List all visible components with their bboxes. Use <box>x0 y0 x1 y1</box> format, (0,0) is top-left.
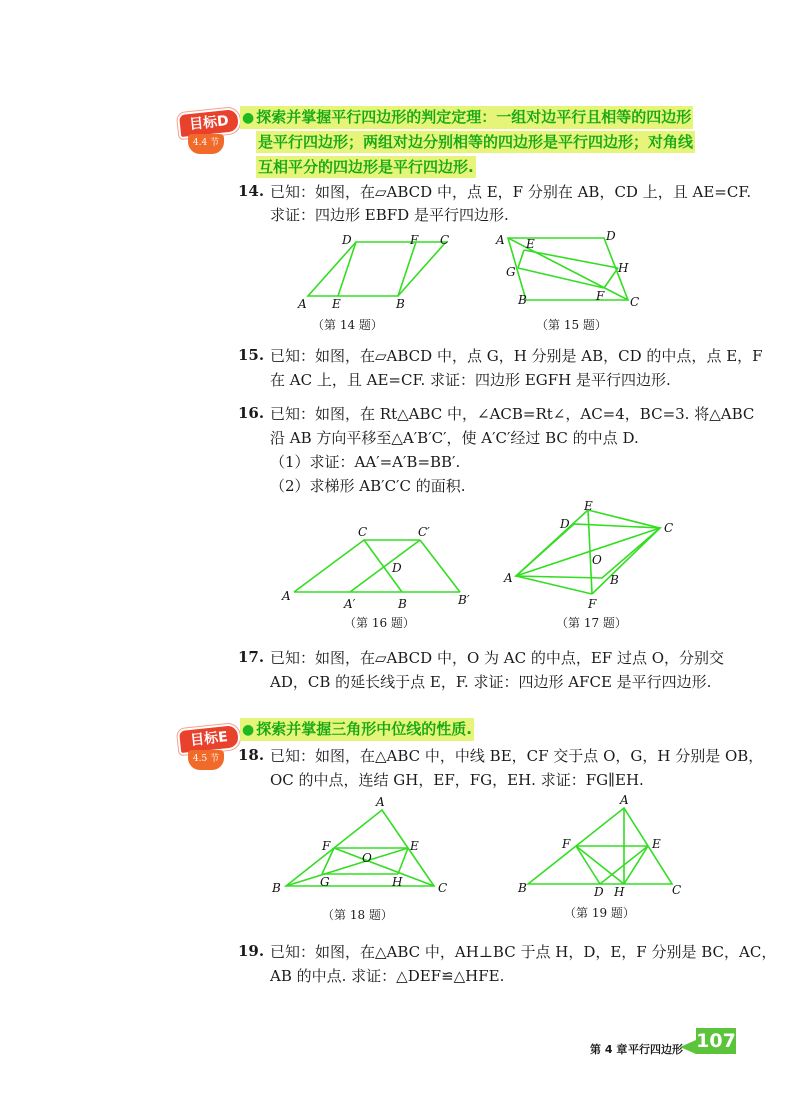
problem-19-line-1: 已知：如图，在△ABC 中，AH⊥BC 于点 H，D，E，F 分别是 BC，AC， <box>270 943 777 961</box>
problem-17-number: 17. <box>238 648 265 666</box>
footer-chapter: 第 4 章 <box>590 1043 628 1056</box>
f15-label-D: D <box>606 229 616 243</box>
problem-16-line-3: （1）求证：AA′=A′B=BB′. <box>270 453 461 471</box>
goal-e-badge-label: 目标E <box>179 725 239 753</box>
figure-17 <box>502 500 682 610</box>
f18-label-H: H <box>392 875 403 889</box>
problem-16-line-2: 沿 AB 方向平移至△A′B′C′，使 A′C′经过 BC 的中点 D. <box>270 429 639 447</box>
goal-d-badge-label: 目标D <box>179 109 239 137</box>
f17-label-E: E <box>584 499 593 513</box>
goal-e-line-1: ● 探索并掌握三角形中位线的性质. <box>240 718 474 741</box>
problem-14-line-2: 求证：四边形 EBFD 是平行四边形. <box>270 206 509 224</box>
problem-14-number: 14. <box>238 182 265 200</box>
problem-19-number: 19. <box>238 942 265 960</box>
f19-label-A: A <box>620 793 629 807</box>
f17-label-F: F <box>588 597 597 611</box>
page-arrow-icon <box>680 1040 696 1054</box>
figure-16-caption: （第 16 题） <box>344 616 415 630</box>
problem-18-number: 18. <box>238 746 265 764</box>
f16-label-A: A <box>282 589 291 603</box>
f16-label-B1: B′ <box>458 593 470 607</box>
f19-label-D: D <box>594 885 604 899</box>
problem-16-line-4: （2）求梯形 AB′C′C 的面积. <box>270 477 466 495</box>
f19-label-F: F <box>562 837 571 851</box>
problem-18-line-1: 已知：如图，在△ABC 中，中线 BE，CF 交于点 O，G，H 分别是 OB， <box>270 747 764 765</box>
problem-17-line-1: 已知：如图，在▱ABCD 中，O 为 AC 的中点，EF 过点 O，分别交 <box>270 649 725 667</box>
f15-label-F: F <box>596 289 605 303</box>
page-number: 107 <box>696 1030 736 1052</box>
problem-16-line-1: 已知：如图，在 Rt△ABC 中，∠ACB=Rt∠，AC=4，BC=3. 将△ABC <box>270 405 755 423</box>
problem-17-line-2: AD，CB 的延长线于点 E，F. 求证：四边形 AFCE 是平行四边形. <box>270 673 712 691</box>
goal-e-section: 4.5 节 <box>188 750 224 770</box>
f14-label-F: F <box>410 233 419 247</box>
bullet-icon: ● <box>242 722 255 738</box>
f17-label-C: C <box>664 521 674 535</box>
f15-label-E: E <box>526 237 535 251</box>
f14-label-A: A <box>298 297 307 311</box>
goal-d-badge <box>180 112 242 156</box>
goal-d-line-3: 互相平分的四边形是平行四边形. <box>258 158 474 176</box>
f16-label-A1: A′ <box>344 597 356 611</box>
f15-label-A: A <box>496 233 505 247</box>
f16-label-C1: C′ <box>418 525 430 539</box>
figure-14 <box>296 232 456 310</box>
f16-label-D: D <box>392 561 402 575</box>
f17-label-D: D <box>560 517 570 531</box>
figure-19 <box>516 793 686 899</box>
f19-label-C: C <box>672 883 682 897</box>
figure-15-caption: （第 15 题） <box>536 318 607 332</box>
goal-d-line-1: ● 探索并掌握平行四边形的判定定理：一组对边平行且相等的四边形 <box>240 106 693 129</box>
f17-label-B: B <box>610 573 619 587</box>
f18-label-F: F <box>322 839 331 853</box>
goal-d-line-2: 是平行四边形；两组对边分别相等的四边形是平行四边形；对角线 <box>258 133 694 151</box>
problem-19-line-2: AB 的中点. 求证：△DEF≌△HFE. <box>270 967 505 985</box>
f15-label-H: H <box>618 261 629 275</box>
f14-label-C: C <box>440 233 450 247</box>
problem-15-line-1: 已知：如图，在▱ABCD 中，点 G，H 分别是 AB，CD 的中点，点 E，F <box>270 347 763 365</box>
f14-label-D: D <box>342 233 352 247</box>
f19-label-E: E <box>652 837 661 851</box>
footer-title: 平行四边形 <box>628 1043 683 1056</box>
f16-label-B: B <box>398 597 407 611</box>
figure-18 <box>270 796 460 896</box>
problem-15-number: 15. <box>238 346 265 364</box>
figure-15 <box>494 230 644 314</box>
f18-label-G: G <box>320 875 330 889</box>
f15-label-G: G <box>506 265 516 279</box>
figure-18-caption: （第 18 题） <box>322 908 393 922</box>
f19-label-B: B <box>518 881 527 895</box>
figure-14-caption: （第 14 题） <box>312 318 383 332</box>
problem-18-line-2: OC 的中点，连结 GH，EF，FG，EH. 求证：FG∥EH. <box>270 771 644 789</box>
f16-label-C: C <box>358 525 368 539</box>
f19-label-H: H <box>614 885 625 899</box>
f14-label-B: B <box>396 297 405 311</box>
problem-15-line-2: 在 AC 上，且 AE=CF. 求证：四边形 EGFH 是平行四边形. <box>270 371 671 389</box>
goal-e-badge <box>180 728 242 772</box>
f17-label-A: A <box>504 571 513 585</box>
f17-label-O: O <box>592 553 602 567</box>
f18-label-B: B <box>272 881 281 895</box>
problem-16-number: 16. <box>238 404 265 422</box>
bullet-icon: ● <box>242 110 255 126</box>
f15-label-B: B <box>518 293 527 307</box>
figure-19-caption: （第 19 题） <box>564 906 635 920</box>
f18-label-C: C <box>438 881 448 895</box>
f18-label-E: E <box>410 839 419 853</box>
figure-17-caption: （第 17 题） <box>556 616 627 630</box>
goal-d-section: 4.4 节 <box>188 134 224 154</box>
f18-label-A: A <box>376 795 385 809</box>
f15-label-C: C <box>630 295 640 309</box>
f18-label-O: O <box>362 851 372 865</box>
problem-14-line-1: 已知：如图，在▱ABCD 中，点 E，F 分别在 AB，CD 上，且 AE=CF. <box>270 183 752 201</box>
figure-16 <box>280 526 480 610</box>
f14-label-E: E <box>332 297 341 311</box>
